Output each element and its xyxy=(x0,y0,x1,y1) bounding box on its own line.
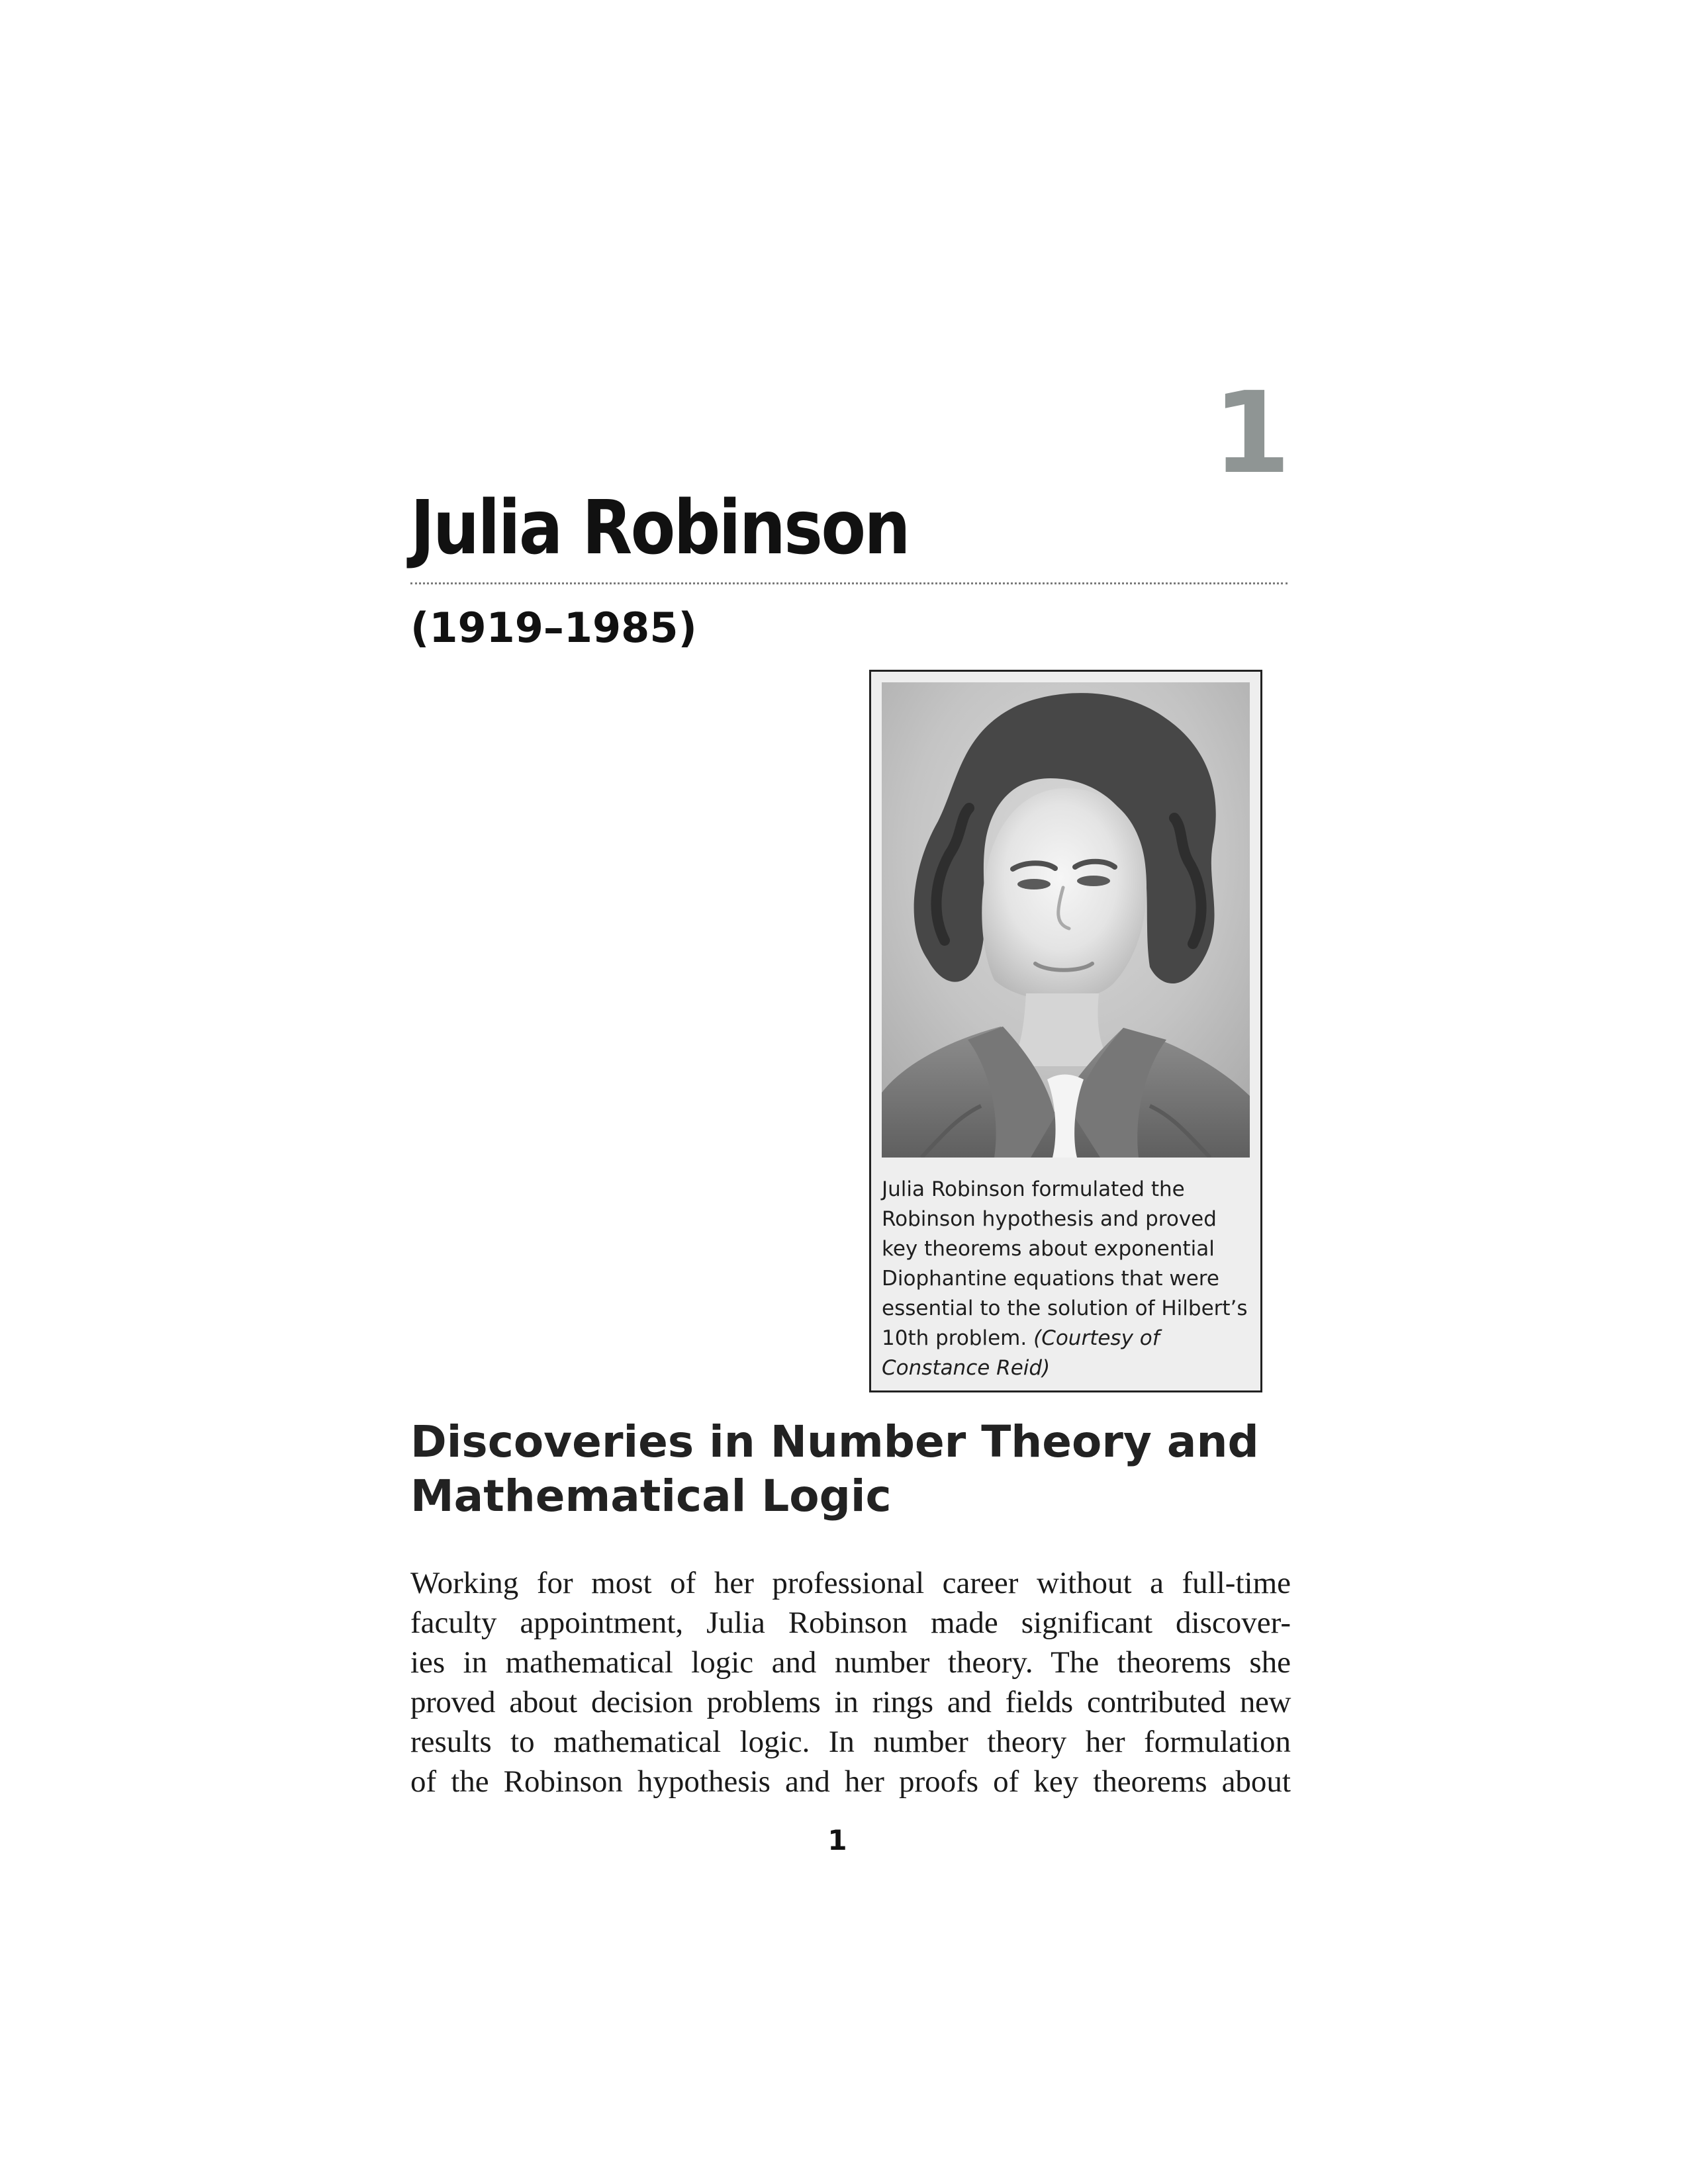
body-line: of the Robinson hypothesis and her proofs of key theorems about xyxy=(410,1764,1291,1799)
figure-caption xyxy=(882,1175,1252,1383)
caption-credit: (Courtesy of Constance Reid) xyxy=(882,1326,1160,1380)
title-divider xyxy=(410,582,1288,584)
caption-text: Julia Robinson formulated the Robinson hypothesis and proved key theorems about exponential Diophantine equations that were essential to the solution of Hilbert’s 10th problem. xyxy=(882,1177,1248,1350)
body-line: proved about decision problems in rings and fields contributed new xyxy=(410,1685,1291,1719)
chapter-number: 1 xyxy=(1212,368,1291,499)
body-text xyxy=(410,1563,1291,1801)
portrait-photo xyxy=(882,682,1250,1158)
body-line: ies in mathematical logic and number theory. The theorems she xyxy=(410,1645,1291,1680)
chapter-title: Julia Robinson xyxy=(410,485,909,571)
section-heading: Discoveries in Number Theory and Mathematical Logic xyxy=(410,1416,1259,1522)
body-line: faculty appointment, Julia Robinson made significant discover- xyxy=(410,1606,1291,1640)
body-line: results to mathematical logic. In number theory her formulation xyxy=(410,1725,1291,1759)
life-dates: (1919–1985) xyxy=(410,604,697,652)
portrait-figure xyxy=(869,670,1262,1392)
body-line: Working for most of her professional career without a full-time xyxy=(410,1566,1291,1600)
page-number: 1 xyxy=(827,1824,847,1856)
